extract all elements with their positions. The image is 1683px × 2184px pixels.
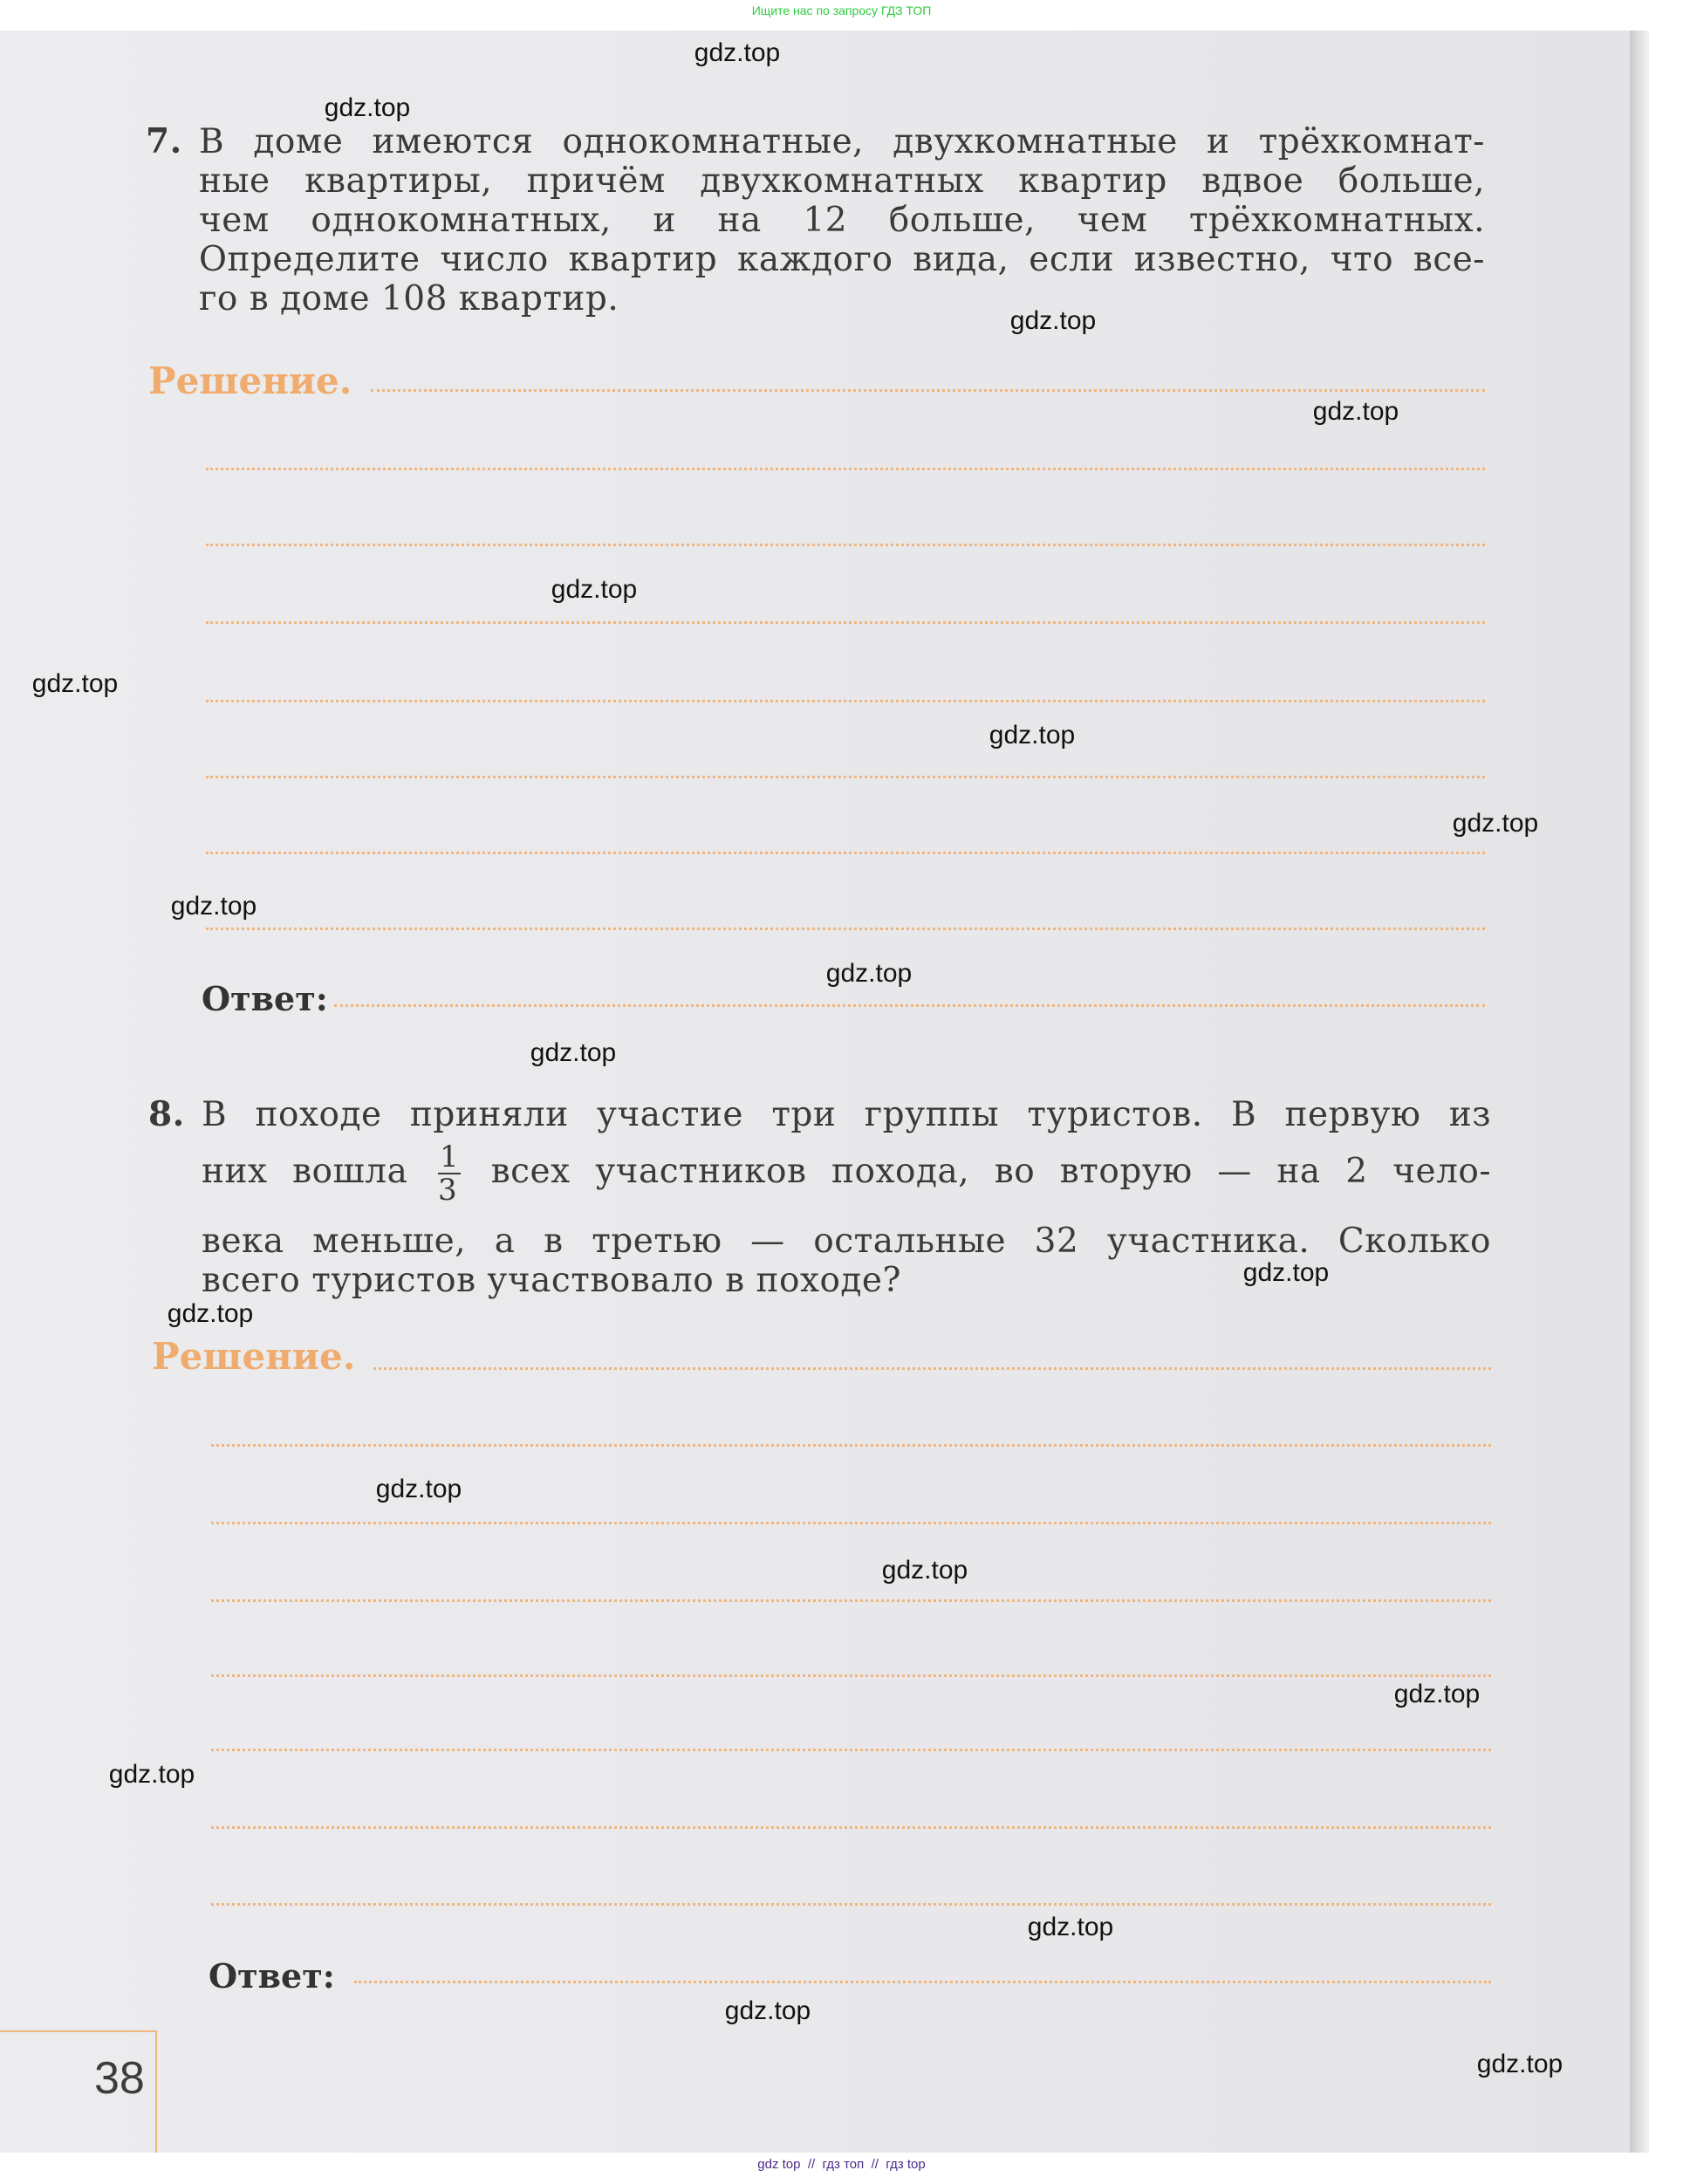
answer-line[interactable] bbox=[211, 1903, 1491, 1906]
answer-line[interactable] bbox=[206, 928, 1485, 930]
answer-line[interactable] bbox=[206, 544, 1485, 546]
solution-label: Решение. bbox=[148, 359, 352, 402]
watermark: gdz.top bbox=[324, 93, 411, 122]
task-text-line: ные квартиры, причём двухкомнатных квартир вдвое больше, bbox=[199, 161, 1485, 201]
task-text: них вошла bbox=[202, 1152, 408, 1191]
footer-links[interactable]: gdz top // гдз топ // гдз top bbox=[757, 2157, 926, 2172]
fraction-denominator: 3 bbox=[437, 1173, 458, 1208]
answer-input-line[interactable] bbox=[354, 1981, 1491, 1983]
answer-line[interactable] bbox=[206, 852, 1485, 854]
watermark: gdz.top bbox=[375, 1475, 462, 1503]
watermark: gdz.top bbox=[724, 1996, 811, 2025]
answer-line[interactable] bbox=[211, 1674, 1491, 1677]
answer-line[interactable] bbox=[206, 776, 1485, 778]
watermark: gdz.top bbox=[989, 721, 1076, 750]
task-text-line bbox=[202, 1141, 1491, 1206]
page-edge-shadow bbox=[1630, 31, 1649, 2153]
top-banner[interactable]: Ищите нас по запросу ГДЗ ТОП bbox=[751, 3, 932, 17]
watermark: gdz.top bbox=[1027, 1913, 1114, 1941]
watermark: gdz.top bbox=[1312, 397, 1399, 426]
watermark: gdz.top bbox=[1242, 1258, 1330, 1287]
task-text-line: В доме имеются однокомнатные, двухкомнатные и трёхкомнат- bbox=[199, 122, 1485, 161]
watermark: gdz.top bbox=[1476, 2050, 1563, 2078]
task-text-line: го в доме 108 квартир. bbox=[199, 279, 619, 318]
watermark: gdz.top bbox=[551, 575, 638, 604]
fraction bbox=[438, 1141, 461, 1206]
answer-line[interactable] bbox=[206, 468, 1485, 470]
watermark: gdz.top bbox=[1393, 1680, 1481, 1708]
fraction-numerator: 1 bbox=[439, 1140, 460, 1174]
task-text-line: В походе приняли участие три группы туристов. В первую из bbox=[202, 1095, 1491, 1134]
watermark: gdz.top bbox=[31, 669, 119, 698]
answer-line[interactable] bbox=[211, 1599, 1491, 1602]
watermark: gdz.top bbox=[1009, 306, 1097, 335]
answer-line[interactable] bbox=[211, 1749, 1491, 1751]
watermark: gdz.top bbox=[1452, 809, 1539, 838]
page-number: 38 bbox=[94, 2053, 145, 2104]
task-text-line: чем однокомнатных, и на 12 больше, чем трёхкомнатных. bbox=[199, 201, 1485, 240]
watermark: gdz.top bbox=[881, 1556, 968, 1585]
textbook-page bbox=[0, 31, 1630, 2153]
watermark: gdz.top bbox=[170, 892, 257, 921]
watermark: gdz.top bbox=[530, 1038, 617, 1067]
answer-label: Ответ: bbox=[202, 979, 328, 1018]
answer-line[interactable] bbox=[211, 1826, 1491, 1829]
answer-line[interactable] bbox=[373, 1367, 1491, 1370]
watermark: gdz.top bbox=[167, 1299, 254, 1328]
answer-line[interactable] bbox=[211, 1444, 1491, 1447]
task-text-line: Определите число квартир каждого вида, если известно, что все- bbox=[199, 240, 1485, 279]
task-text-line: века меньше, а в третью — остальные 32 участника. Сколько bbox=[202, 1222, 1491, 1261]
answer-line[interactable] bbox=[211, 1522, 1491, 1524]
watermark: gdz.top bbox=[108, 1760, 195, 1789]
answer-line[interactable] bbox=[206, 700, 1485, 702]
task-number: 8. bbox=[148, 1094, 185, 1134]
answer-label: Ответ: bbox=[209, 1956, 335, 1996]
task-text: всех участников похода, во вторую — на 2 чело- bbox=[490, 1152, 1491, 1191]
answer-line[interactable] bbox=[206, 621, 1485, 624]
answer-input-line[interactable] bbox=[334, 1004, 1485, 1007]
task-number: 7. bbox=[146, 121, 182, 161]
watermark: gdz.top bbox=[825, 959, 913, 988]
answer-line[interactable] bbox=[371, 389, 1485, 392]
solution-label: Решение. bbox=[152, 1335, 356, 1378]
task-text-line: всего туристов участвовало в походе? bbox=[202, 1261, 901, 1300]
watermark: gdz.top bbox=[694, 38, 781, 67]
